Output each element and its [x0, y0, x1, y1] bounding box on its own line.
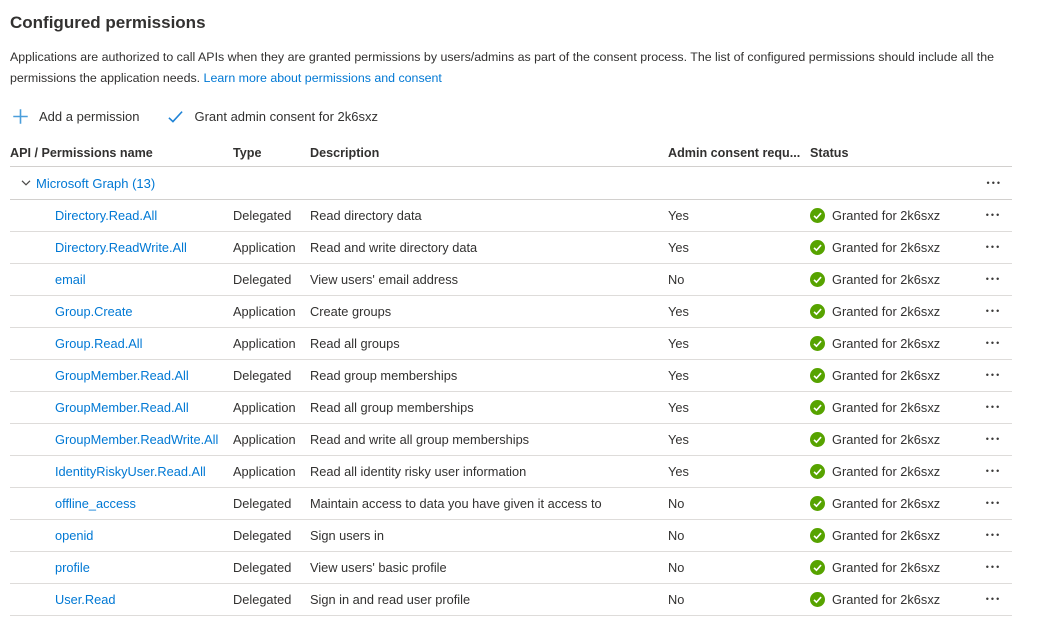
permission-status — [810, 528, 975, 543]
permission-description: View users' basic profile — [310, 560, 447, 575]
learn-more-link[interactable]: Learn more about permissions and consent — [203, 71, 442, 85]
permission-row — [10, 232, 1012, 264]
permission-description: Sign in and read user profile — [310, 592, 471, 607]
check-circle-icon — [810, 208, 825, 223]
row-menu-button[interactable]: ••• — [984, 431, 1003, 448]
api-group-row[interactable] — [10, 167, 1012, 200]
page-description — [10, 47, 1047, 89]
permission-row — [10, 456, 1012, 488]
status-text: Granted for 2k6sxz — [832, 400, 941, 415]
page-title: Configured permissions — [10, 13, 206, 32]
grant-admin-consent-button[interactable] — [165, 104, 380, 129]
check-circle-icon — [810, 400, 825, 415]
permission-status — [810, 208, 975, 223]
add-permission-button[interactable] — [10, 104, 141, 129]
status-text: Granted for 2k6sxz — [832, 336, 941, 351]
status-text: Granted for 2k6sxz — [832, 592, 941, 607]
permission-type: Application — [233, 464, 296, 479]
row-menu-button[interactable]: ••• — [984, 591, 1003, 608]
permission-type: Delegated — [233, 272, 292, 287]
permission-status — [810, 368, 975, 383]
add-permission-label: Add a permission — [39, 108, 140, 124]
admin-consent-required: Yes — [668, 240, 689, 255]
permission-row — [10, 360, 1012, 392]
permission-status — [810, 240, 975, 255]
admin-consent-required: No — [668, 560, 685, 575]
permission-row — [10, 296, 1012, 328]
row-menu-button[interactable]: ••• — [984, 271, 1003, 288]
permission-type: Delegated — [233, 528, 292, 543]
row-menu-button[interactable]: ••• — [984, 399, 1003, 416]
check-circle-icon — [810, 560, 825, 575]
permission-status — [810, 272, 975, 287]
admin-consent-required: Yes — [668, 432, 689, 447]
row-menu-button[interactable]: ••• — [984, 335, 1003, 352]
table-header — [10, 140, 1012, 167]
permission-row — [10, 552, 1012, 584]
permission-name-link[interactable]: Group.Read.All — [55, 336, 143, 351]
permission-status — [810, 592, 975, 607]
permission-description: View users' email address — [310, 272, 459, 287]
permission-name-link[interactable]: openid — [55, 528, 94, 543]
permission-status — [810, 560, 975, 575]
permission-row — [10, 584, 1012, 616]
row-menu-button[interactable]: ••• — [984, 463, 1003, 480]
column-header-api-permissions-name: API / Permissions name — [10, 146, 153, 160]
status-text: Granted for 2k6sxz — [832, 464, 941, 479]
permission-type: Application — [233, 432, 296, 447]
permission-rows — [10, 200, 1012, 616]
permission-type: Application — [233, 304, 296, 319]
permission-row — [10, 328, 1012, 360]
admin-consent-required: No — [668, 528, 685, 543]
permission-status — [810, 464, 975, 479]
permission-description: Create groups — [310, 304, 392, 319]
permission-name-link[interactable]: email — [55, 272, 86, 287]
permission-description: Read and write all group memberships — [310, 432, 530, 447]
permission-description: Read all groups — [310, 336, 400, 351]
row-menu-button[interactable]: ••• — [984, 207, 1003, 224]
permission-row — [10, 424, 1012, 456]
row-menu-button[interactable]: ••• — [984, 527, 1003, 544]
permission-status — [810, 400, 975, 415]
admin-consent-required: Yes — [668, 208, 689, 223]
permission-name-link[interactable]: offline_access — [55, 496, 136, 511]
column-header-description: Description — [310, 146, 380, 160]
permission-name-link[interactable]: User.Read — [55, 592, 116, 607]
api-group-link[interactable]: Microsoft Graph (13) — [36, 175, 156, 191]
permission-description: Read all identity risky user information — [310, 464, 527, 479]
row-menu-button[interactable]: ••• — [984, 367, 1003, 384]
admin-consent-required: No — [668, 592, 685, 607]
permission-type: Application — [233, 400, 296, 415]
permission-type: Application — [233, 240, 296, 255]
admin-consent-required: Yes — [668, 336, 689, 351]
permission-description: Sign users in — [310, 528, 384, 543]
permission-name-link[interactable]: GroupMember.Read.All — [55, 400, 189, 415]
permission-description: Maintain access to data you have given it access to — [310, 496, 602, 511]
admin-consent-required: Yes — [668, 304, 689, 319]
admin-consent-required: Yes — [668, 400, 689, 415]
permission-type: Delegated — [233, 592, 292, 607]
row-menu-button[interactable]: ••• — [984, 559, 1003, 576]
row-menu-button[interactable]: ••• — [984, 495, 1003, 512]
permission-description: Read and write directory data — [310, 240, 478, 255]
check-circle-icon — [810, 496, 825, 511]
permission-name-link[interactable]: Group.Create — [55, 304, 133, 319]
permission-description: Read group memberships — [310, 368, 458, 383]
status-text: Granted for 2k6sxz — [832, 496, 941, 511]
grant-admin-consent-label: Grant admin consent for 2k6sxz — [194, 108, 378, 124]
chevron-down-icon[interactable] — [20, 177, 32, 189]
permissions-table — [10, 140, 1012, 616]
check-icon — [167, 108, 184, 125]
status-text: Granted for 2k6sxz — [832, 432, 941, 447]
permission-row — [10, 392, 1012, 424]
admin-consent-required: No — [668, 272, 685, 287]
permission-status — [810, 432, 975, 447]
column-header-type: Type — [233, 146, 262, 160]
permission-description: Read directory data — [310, 208, 422, 223]
check-circle-icon — [810, 272, 825, 287]
permission-name-link[interactable]: GroupMember.ReadWrite.All — [55, 432, 219, 447]
permission-status — [810, 336, 975, 351]
check-circle-icon — [810, 432, 825, 447]
permission-name-link[interactable]: GroupMember.Read.All — [55, 368, 189, 383]
permission-name-link[interactable]: profile — [55, 560, 90, 575]
check-circle-icon — [810, 304, 825, 319]
check-circle-icon — [810, 336, 825, 351]
permission-name-link[interactable]: Directory.Read.All — [55, 208, 158, 223]
permission-row — [10, 488, 1012, 520]
row-menu-button[interactable]: ••• — [984, 303, 1003, 320]
plus-icon — [12, 108, 29, 125]
check-circle-icon — [810, 528, 825, 543]
permission-row — [10, 200, 1012, 232]
column-header-admin-consent-required: Admin consent requ... — [668, 146, 801, 160]
permission-type: Delegated — [233, 496, 292, 511]
admin-consent-required: Yes — [668, 464, 689, 479]
status-text: Granted for 2k6sxz — [832, 560, 941, 575]
toolbar — [10, 103, 1047, 129]
admin-consent-required: Yes — [668, 368, 689, 383]
permission-row — [10, 520, 1012, 552]
permission-type: Delegated — [233, 368, 292, 383]
permission-status — [810, 496, 975, 511]
status-text: Granted for 2k6sxz — [832, 304, 941, 319]
column-header-status: Status — [810, 146, 849, 160]
row-menu-button[interactable]: ••• — [985, 175, 1004, 192]
status-text: Granted for 2k6sxz — [832, 528, 941, 543]
status-text: Granted for 2k6sxz — [832, 272, 941, 287]
status-text: Granted for 2k6sxz — [832, 368, 941, 383]
permission-type: Application — [233, 336, 296, 351]
admin-consent-required: No — [668, 496, 685, 511]
permission-type: Delegated — [233, 560, 292, 575]
check-circle-icon — [810, 464, 825, 479]
row-menu-button[interactable]: ••• — [984, 239, 1003, 256]
page-description-text: Applications are authorized to call APIs when they are granted permissions by users/admins as part of the consent process. The list of configured permissions should include all the permissions the application needs. — [10, 50, 994, 85]
permission-name-link[interactable]: Directory.ReadWrite.All — [55, 240, 187, 255]
check-circle-icon — [810, 592, 825, 607]
permission-status — [810, 304, 975, 319]
check-circle-icon — [810, 240, 825, 255]
status-text: Granted for 2k6sxz — [832, 240, 941, 255]
status-text: Granted for 2k6sxz — [832, 208, 941, 223]
permission-description: Read all group memberships — [310, 400, 474, 415]
permission-type: Delegated — [233, 208, 292, 223]
permission-row — [10, 264, 1012, 296]
permission-name-link[interactable]: IdentityRiskyUser.Read.All — [55, 464, 206, 479]
check-circle-icon — [810, 368, 825, 383]
